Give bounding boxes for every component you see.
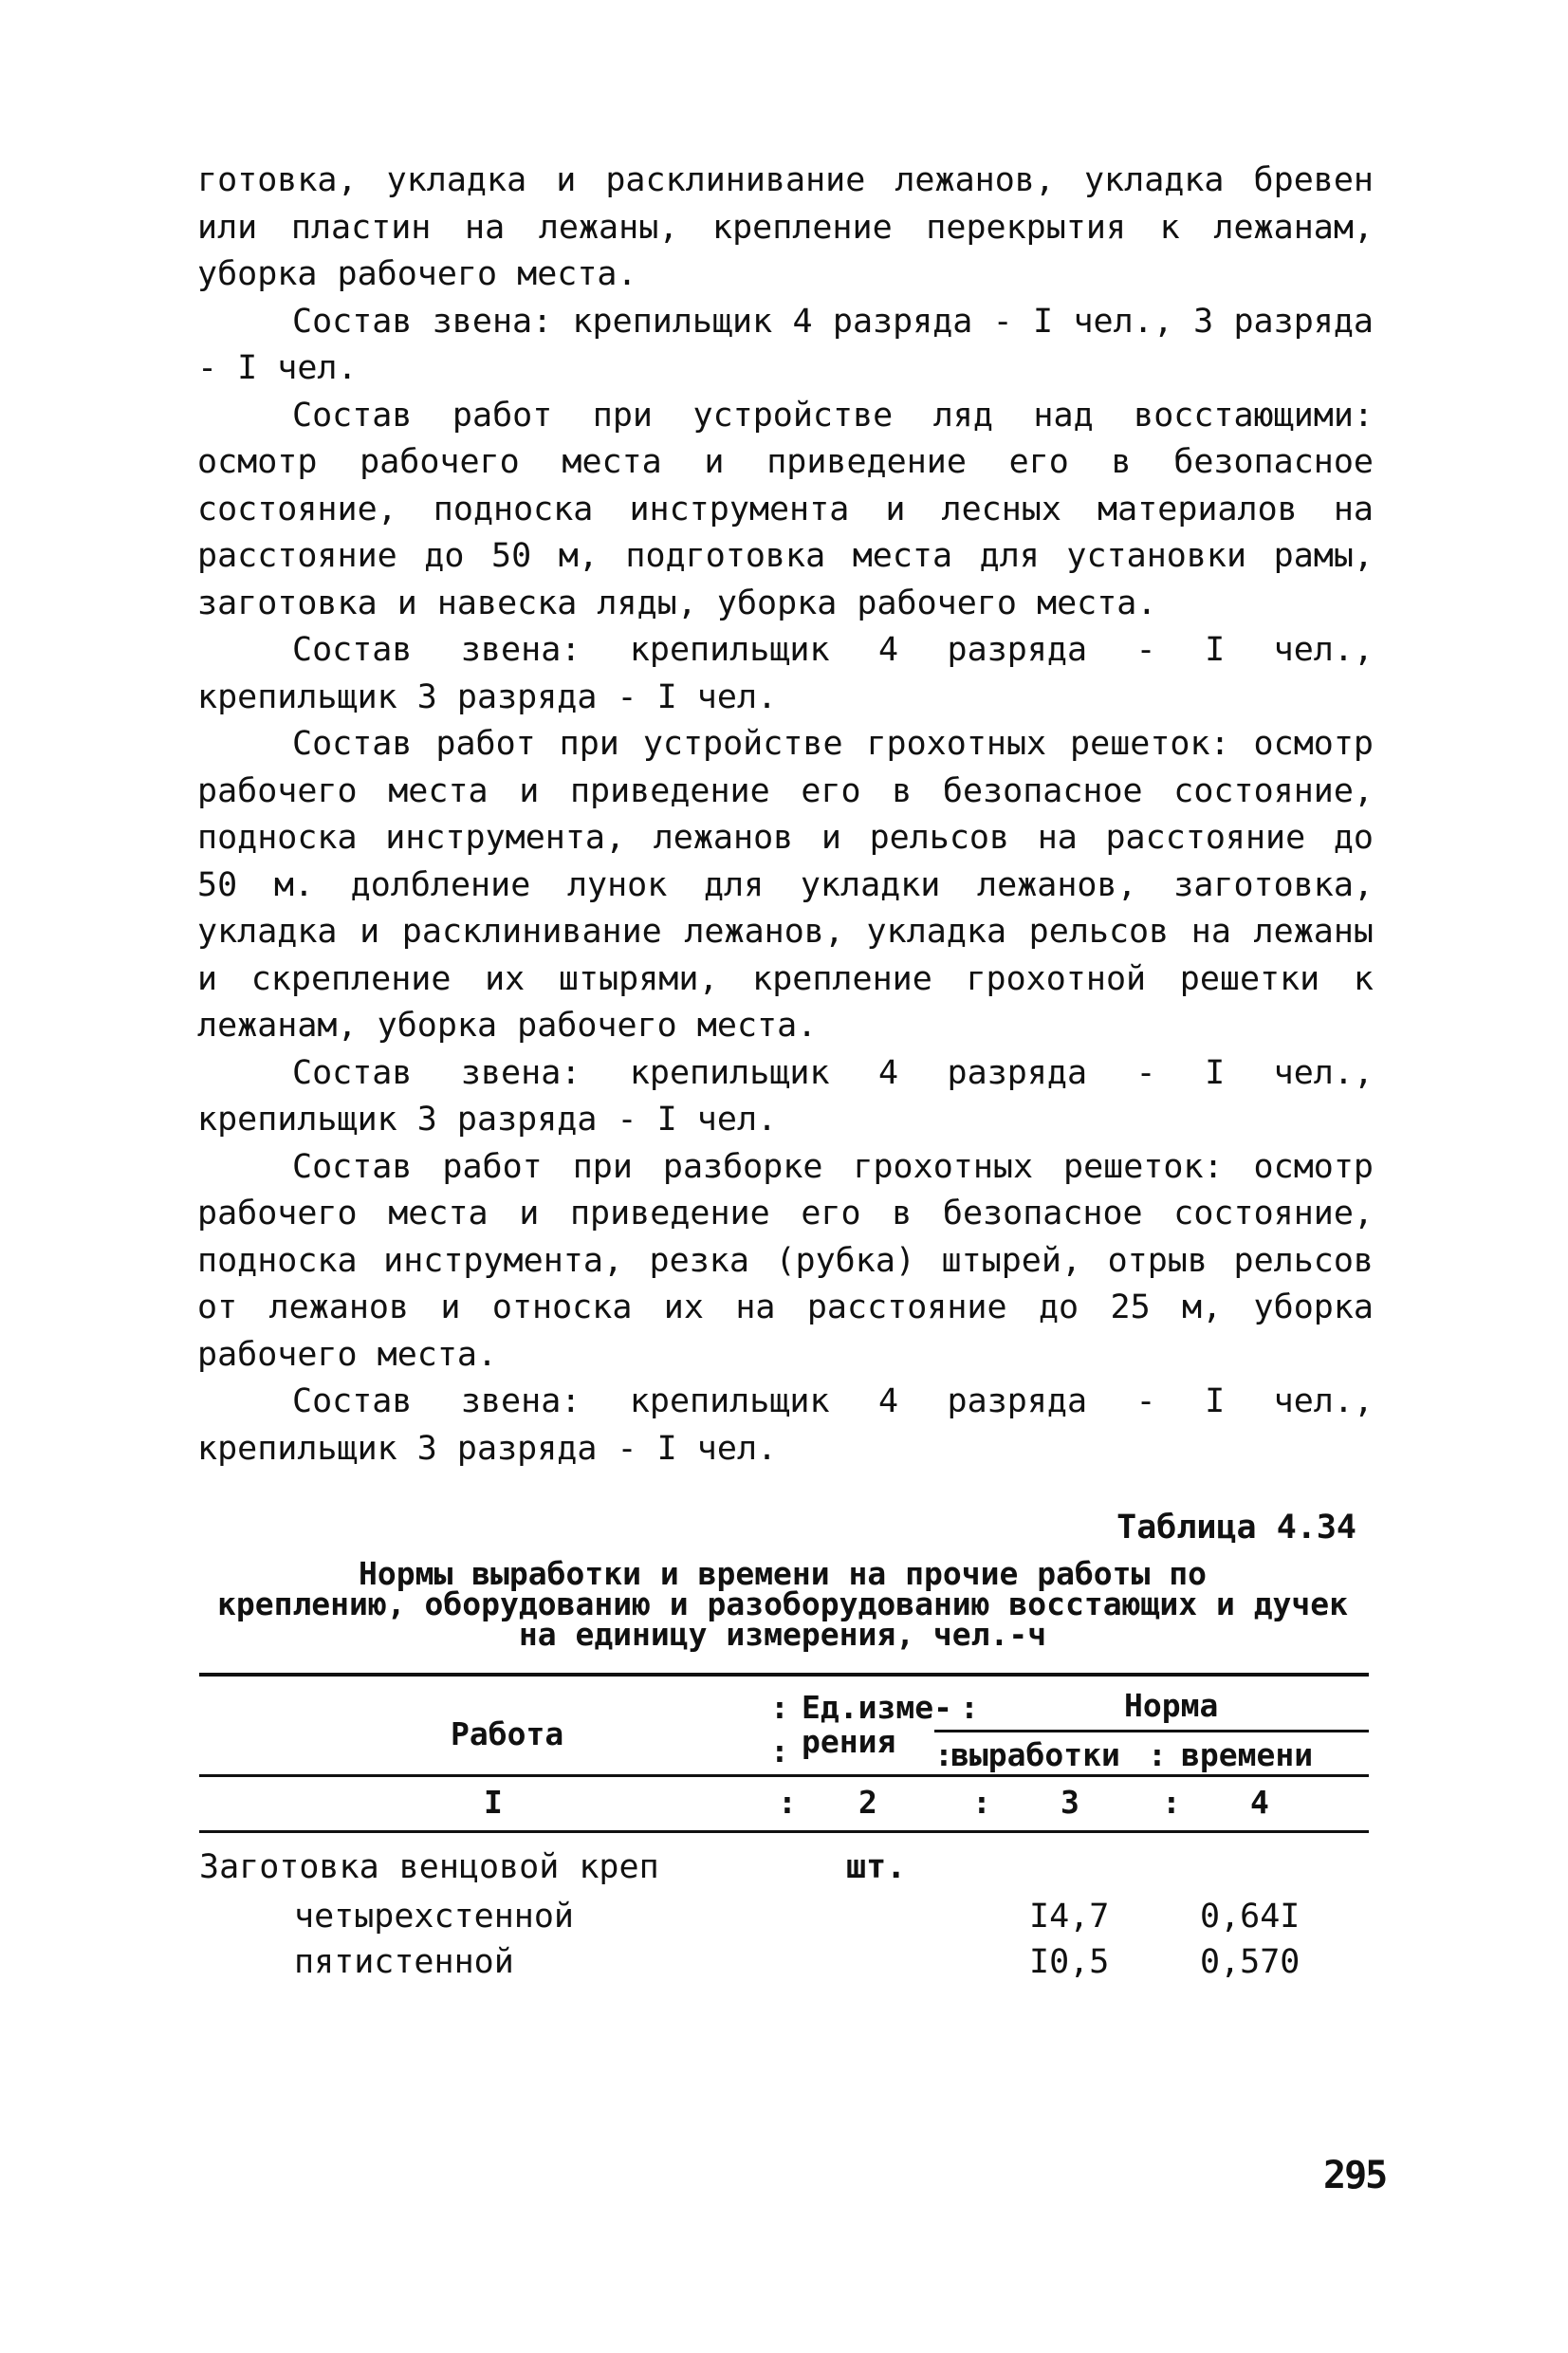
column-number: 3 — [1061, 1784, 1079, 1821]
table-row-work: пятистенной — [294, 1943, 514, 1981]
paragraph: Состав звена: крепильщик 4 разряда - I чел., 3 разряда - I чел. — [197, 302, 1374, 387]
column-separator: : — [972, 1784, 991, 1821]
table-row-output: I4,7 — [1029, 1898, 1110, 1936]
table-label: Таблица 4.34 — [1116, 1509, 1356, 1547]
column-separator: : — [778, 1784, 797, 1821]
table-row-time: 0,570 — [1200, 1943, 1301, 1981]
column-numbers-rule — [199, 1830, 1369, 1833]
header-separator: : — [934, 1736, 953, 1773]
column-number: 4 — [1250, 1784, 1269, 1821]
paragraph: готовка, укладка и расклинивание лежанов, укладка бревен или пластин на лежаны, крепление перекрытия к лежанам, уборка рабочего места. — [197, 161, 1374, 293]
paragraph: Состав звена: крепильщик 4 разряда - I чел., крепильщик 3 разряда - I чел. — [197, 631, 1374, 716]
table-title-line: креплению, оборудованию и разоборудованию восстающих и дучек — [216, 1585, 1349, 1622]
table-row-work: Заготовка венцовой креп — [199, 1848, 659, 1886]
paragraph: Состав звена: крепильщик 4 разряда - I чел., крепильщик 3 разряда - I чел. — [197, 1053, 1374, 1139]
paragraph: Состав работ при устройстве грохотных решеток: осмотр рабочего места и приведение его в безопасное состояние, подноска инструмента, лежанов и рельсов на расстояние до 50 м. долбление лунок для укладки лежанов, заготовка, укладка и расклинивание лежанов, укладка рельсов на лежаны и скрепление их штырями, крепление грохотной решетки к лежанам, уборка рабочего места. — [197, 725, 1374, 1045]
table-row-output: I0,5 — [1029, 1943, 1110, 1981]
column-number: 2 — [858, 1784, 877, 1821]
table-row-unit: шт. — [846, 1848, 907, 1886]
header-bottom-rule — [199, 1774, 1369, 1777]
table-row-work: четырехстенной — [294, 1898, 575, 1936]
norm-header-rule — [934, 1730, 1369, 1732]
header-time: времени — [1181, 1736, 1314, 1773]
table-top-rule — [199, 1673, 1369, 1677]
body-text — [197, 157, 1374, 1473]
header-unit-line2: рения — [802, 1723, 896, 1760]
table-title-line: на единицу измерения, чел.-ч — [518, 1616, 1047, 1653]
header-output: выработки — [950, 1736, 1120, 1773]
paragraph: Состав работ при разборке грохотных решеток: осмотр рабочего места и приведение его в безопасное состояние, подноска инструмента, резка (рубка) штырей, отрыв рельсов от лежанов и относка их на расстояние до 25 м, уборка рабочего места. — [197, 1147, 1374, 1374]
header-norm: Норма — [1124, 1687, 1219, 1724]
page-number: 295 — [1323, 2154, 1387, 2197]
header-unit-line1: Ед.изме- — [802, 1689, 952, 1726]
header-separator: : — [770, 1732, 789, 1769]
header-separator: : — [1148, 1736, 1167, 1773]
table-title — [190, 1555, 1375, 1653]
column-number: I — [484, 1784, 503, 1821]
column-separator: : — [1162, 1784, 1181, 1821]
paragraph: Состав звена: крепильщик 4 разряда - I чел., крепильщик 3 разряда - I чел. — [197, 1382, 1374, 1468]
table-row-time: 0,64I — [1200, 1898, 1301, 1936]
table-title-line: Нормы выработки и времени на прочие работы по — [358, 1555, 1208, 1592]
header-separator: : — [770, 1689, 789, 1726]
paragraph: Состав работ при устройстве ляд над восстающими: осмотр рабочего места и приведение его в безопасное состояние, подноска инструмента и лесных материалов на расстояние до 50 м, подготовка места для установки рамы, заготовка и навеска ляды, уборка рабочего места. — [197, 396, 1374, 622]
header-separator: : — [960, 1689, 979, 1726]
header-work: Работа — [451, 1715, 564, 1752]
